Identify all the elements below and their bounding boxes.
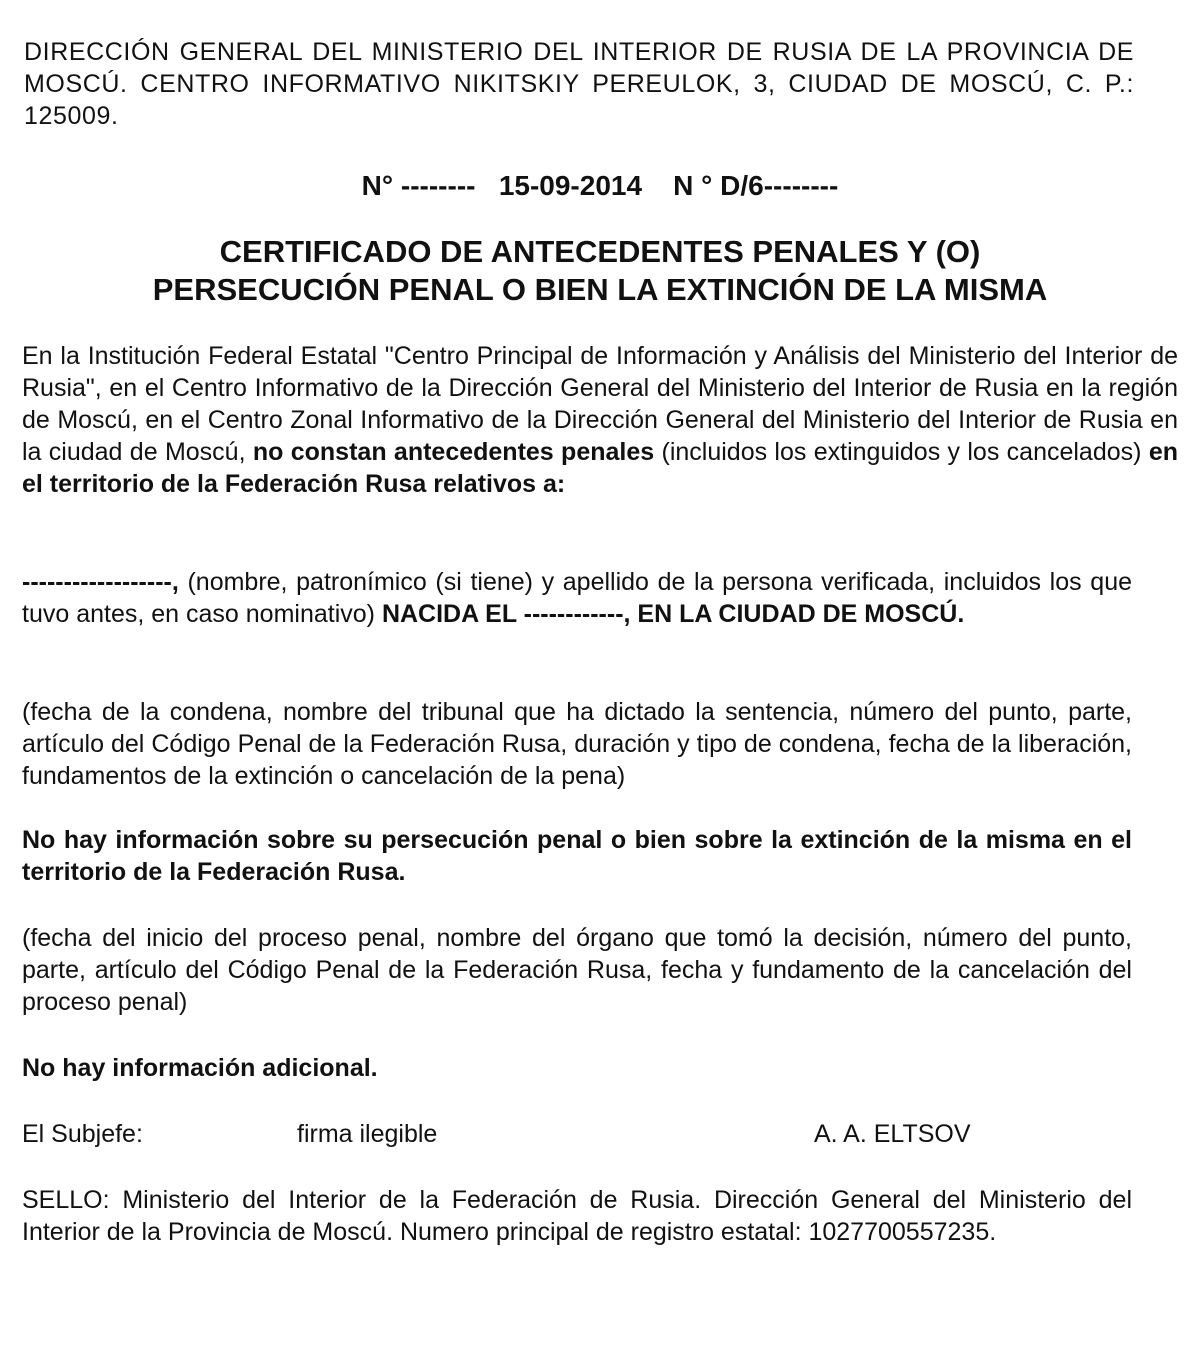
title-line-1: CERTIFICADO DE ANTECEDENTES PENALES Y (O) xyxy=(219,234,981,269)
no-additional-info: No hay información adicional. xyxy=(22,1054,378,1082)
no-prosecution-statement: No hay información sobre su persecución penal o bien sobre la extinción de la misma en el territorio de la Federación Rusa. xyxy=(22,826,1132,886)
person-name-blank: ------------------, xyxy=(22,568,179,596)
person-paragraph xyxy=(22,566,1132,630)
signer-role: El Subjefe: xyxy=(22,1120,143,1148)
intro-bold-2: en el territorio de la Federación Rusa relativos a: xyxy=(22,438,1178,498)
seal-paragraph: SELLO: Ministerio del Interior de la Federación de Rusia. Dirección General del Ministerio del Interior de la Provincia de Moscú. Numero principal de registro estatal: 1027700557235. xyxy=(22,1186,1132,1246)
document-title xyxy=(0,233,1200,309)
intro-bold-1: no constan antecedentes penales xyxy=(252,438,655,466)
reference-line xyxy=(0,168,1200,204)
proceedings-note: (fecha del inicio del proceso penal, nombre del órgano que tomó la decisión, número del punto, parte, artículo del Código Penal de la Federación Rusa, fecha y fundamento de la cancelación del proceso penal) xyxy=(22,924,1132,1016)
title-line-2: PERSECUCIÓN PENAL O BIEN LA EXTINCIÓN DE LA MISMA xyxy=(152,272,1048,307)
signature-row xyxy=(22,1118,1132,1152)
reference-code: N ° D/6-------- xyxy=(673,170,839,201)
conviction-note: (fecha de la condena, nombre del tribunal que ha dictado la sentencia, número del punto, parte, artículo del Código Penal de la Federación Rusa, duración y tipo de condena, fecha de la liberación, fundamentos de la extinción o cancelación de la pena) xyxy=(22,698,1132,790)
intro-text-2: (incluidos los extinguidos y los cancelados) xyxy=(654,438,1149,466)
signer-name: A. A. ELTSOV xyxy=(814,1120,971,1148)
reference-date: 15-09-2014 xyxy=(498,170,643,201)
intro-text-1: En la Institución Federal Estatal "Centro Principal de Información y Análisis del Ministerio del Interior de Rusia", en el Centro Informativo de la Dirección General del Ministerio del Interior de Rusia en la región de Moscú, en el Centro Zonal Informativo de la Dirección General del Ministerio del Interior de Rusia en la ciudad de Moscú, xyxy=(22,342,1178,466)
reference-number: N° -------- xyxy=(361,170,476,201)
person-name-hint: (nombre, patronímico (si tiene) y apellido de la persona verificada, incluidos los que tuvo antes, en caso nominativo) xyxy=(22,568,1132,628)
intro-paragraph xyxy=(22,340,1178,500)
person-birth: NACIDA EL ------------, EN LA CIUDAD DE MOSCÚ. xyxy=(381,600,965,628)
signature-note: firma ilegible xyxy=(297,1120,438,1148)
issuer-header: DIRECCIÓN GENERAL DEL MINISTERIO DEL INTERIOR DE RUSIA DE LA PROVINCIA DE MOSCÚ. CENTRO INFORMATIVO NIKITSKIY PEREULOK, 3, CIUDAD DE MOSCÚ, C. P.: 125009. xyxy=(24,38,1134,130)
